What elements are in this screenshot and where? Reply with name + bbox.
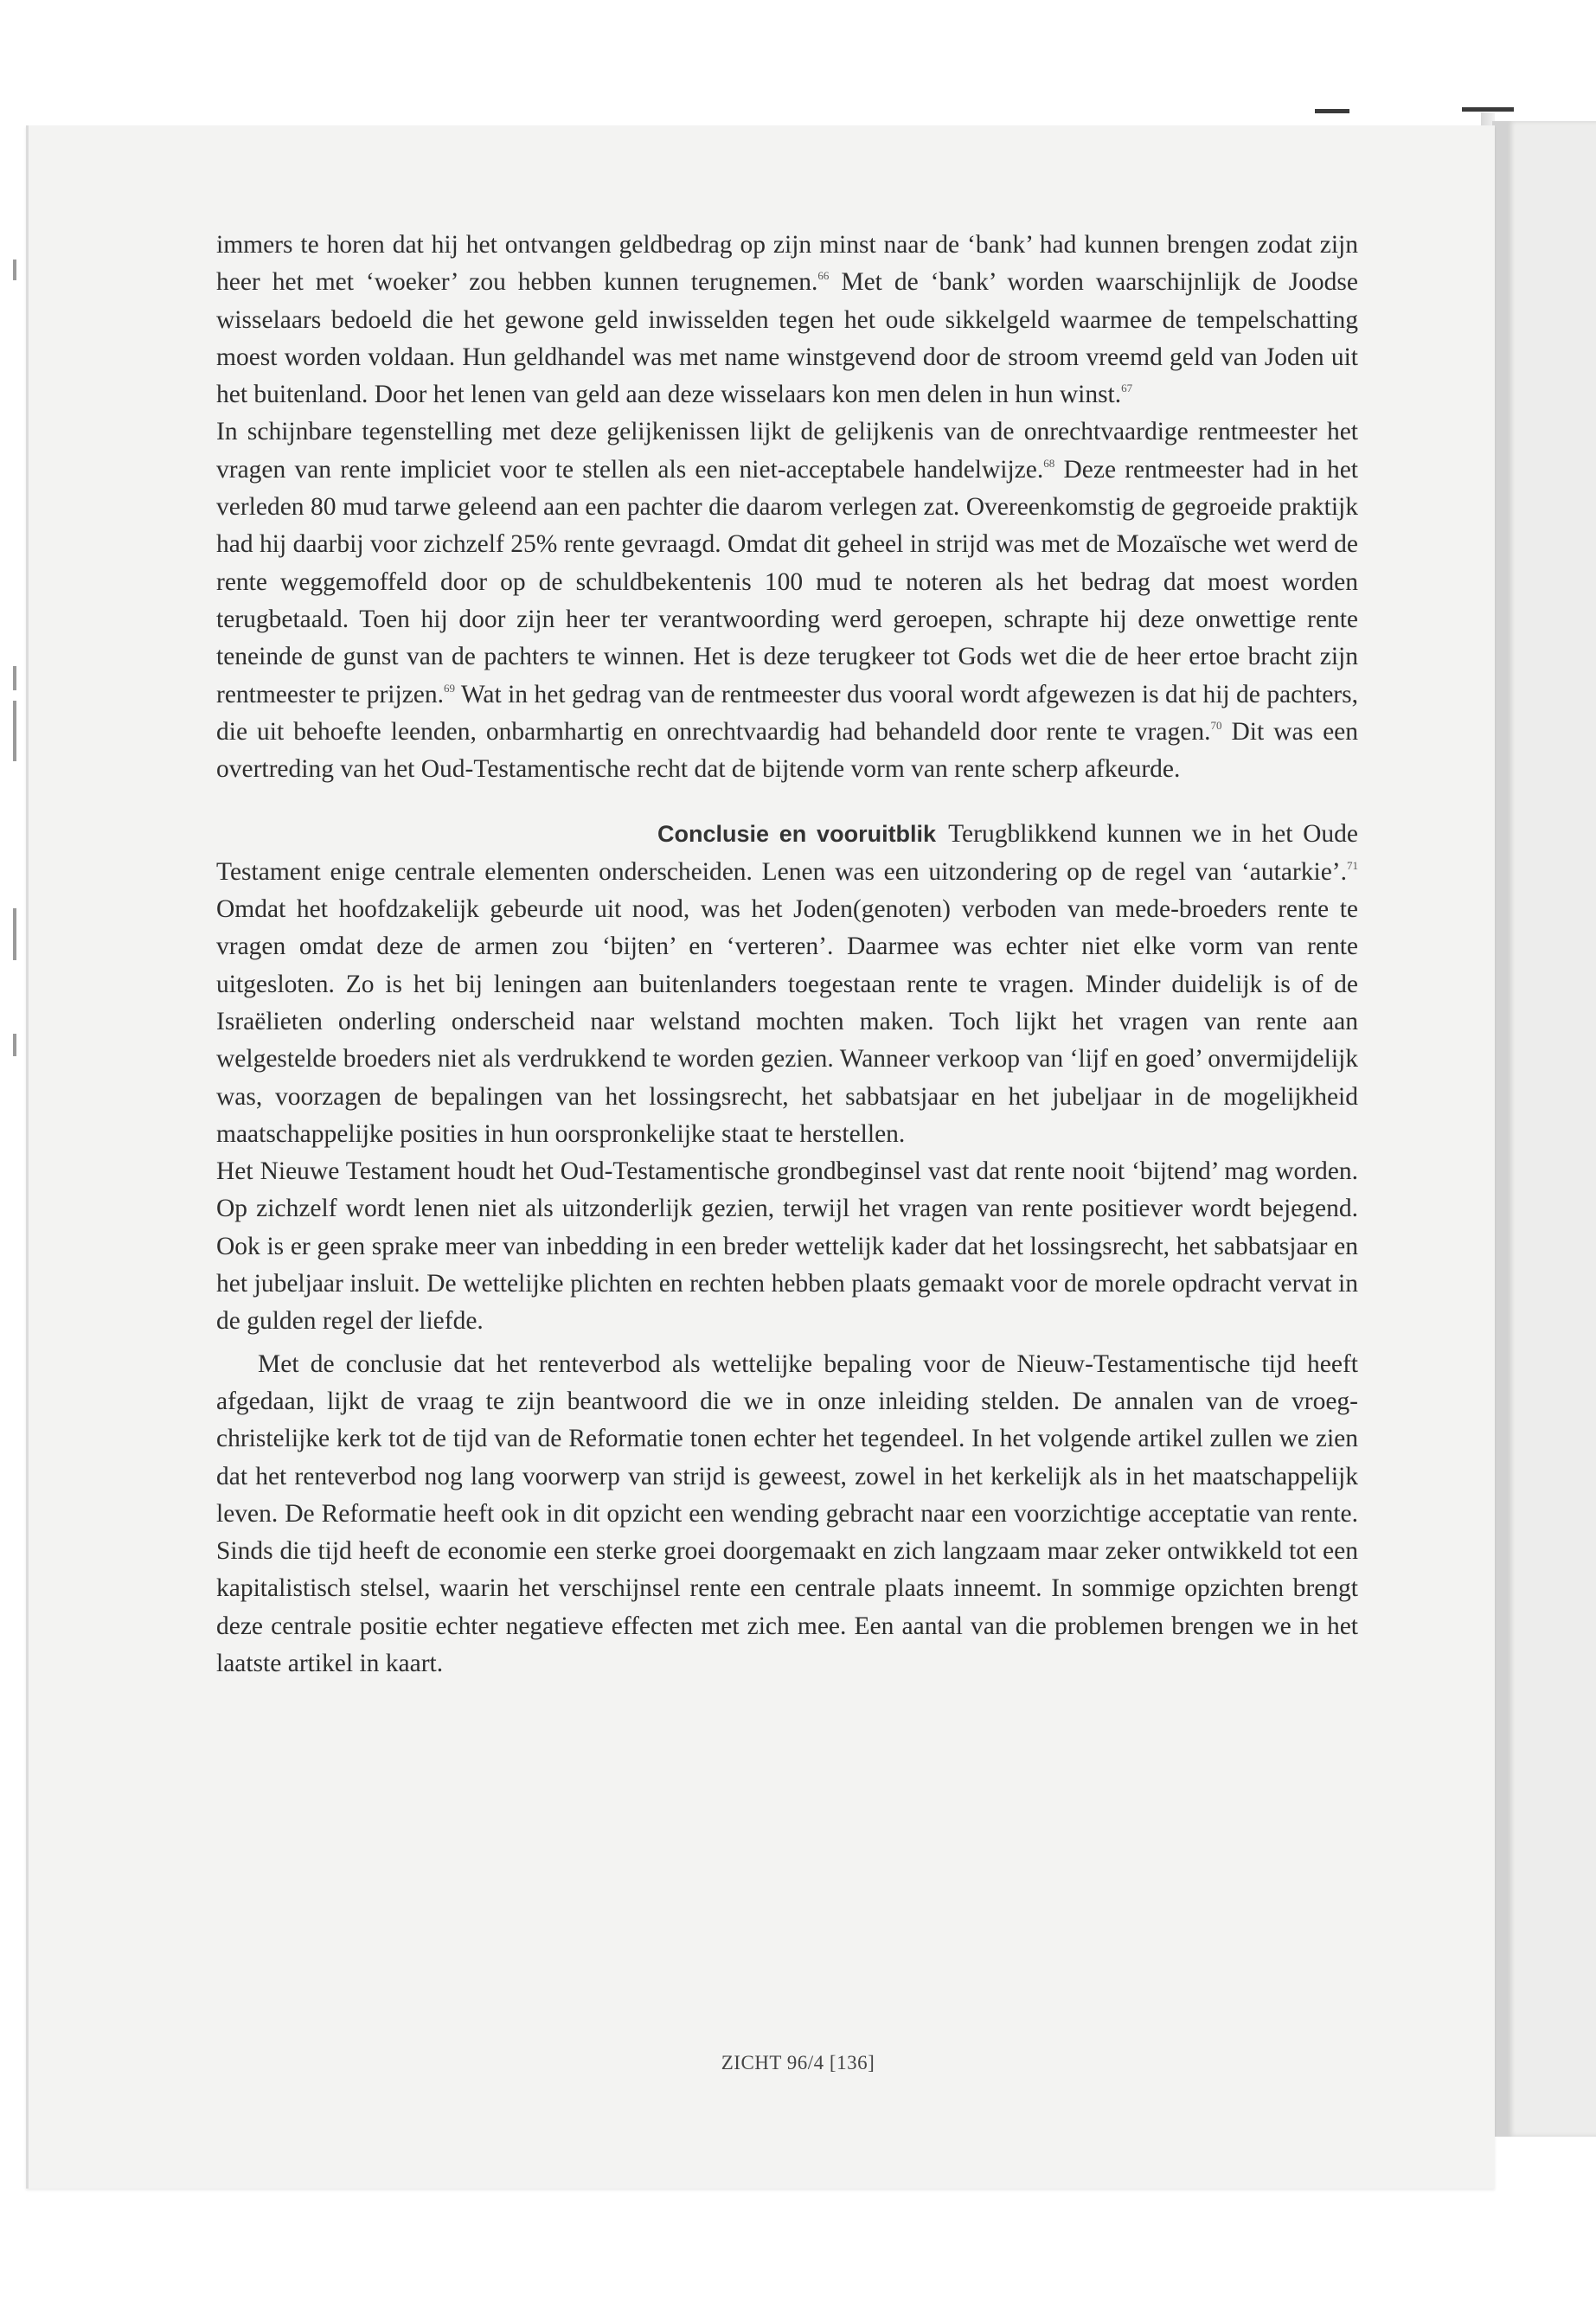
text-run: In schijnbare tegenstelling met deze gelijkenissen lijkt de gelijkenis van de onrechtvaardige rentmeester het vragen van rente impliciet voor te stellen als een niet-acceptabele handelwijze. bbox=[216, 418, 1358, 484]
article-body bbox=[216, 227, 1358, 1682]
paragraph bbox=[216, 413, 1358, 788]
footnote-ref: 66 bbox=[817, 269, 830, 283]
corner-mark bbox=[1462, 107, 1514, 112]
footnote-ref: 68 bbox=[1043, 456, 1055, 470]
paragraph bbox=[216, 1346, 1358, 1683]
footnote-ref: 67 bbox=[1121, 381, 1133, 395]
footnote-ref: 69 bbox=[444, 681, 456, 695]
text-run: Wat in het gedrag van de rentmeester dus vooral wordt afgewezen is dat hij de pachters, die uit behoefte leenden, onbarmhartig en onrechtvaardig had behandeld door rente te vragen. bbox=[216, 680, 1358, 746]
text-run: Dit was een overtreding van het Oud-Testamentische recht dat de bijtende vorm van rente scherp afkeurde. bbox=[216, 717, 1359, 784]
text-run: Met de conclusie dat het renteverbod als wettelijke bepaling voor de Nieuw-Testamentische tijd heeft afgedaan, lijkt de vraag te zijn beantwoord die we in onze inleiding stelden. De annalen van de vroeg-christelijke kerk tot de tijd van de Reformatie tonen echter het tegendeel. In het volgende artikel zullen we zien dat het renteverbod nog lang voorwerp van strijd is geweest, zowel in het kerkelijk als in het maatschappelijk leven. De Reformatie heeft ook in dit opzicht een wending gebracht naar een voorzichtige acceptatie van rente. Sinds die tijd heeft de economie een sterke groei doorgemaakt en zich langzaam maar zeker ontwikkeld tot een kapitalistisch stelsel, waarin het verschijnsel rente een centrale plaats inneemt. In sommige opzichten brengt deze centrale positie echter negatieve effecten met zich mee. Een aantal van die problemen brengen we in het laatste artikel in kaart. bbox=[216, 1349, 1358, 1677]
text-run: Deze rentmeester had in het verleden 80 mud tarwe geleend aan een pachter die daarom verlegen zat. Overeenkomstig de gegroeide praktijk had hij daarbij voor zichzelf 25% rente gevraagd. Omdat dit geheel in strijd was met de Mozaïsche wet werd de rente weggemoffeld door op de schuldbekentenis 100 mud te noteren als het bedrag dat moest worden terugbetaald. Toen hij door zijn heer ter verantwoording werd geroepen, schrapte hij deze onwettige rente teneinde de gunst van de pachters te winnen. Het is deze terugkeer tot Gods wet die de heer ertoe bracht zijn rentmeester te prijzen. bbox=[216, 455, 1358, 708]
paragraph bbox=[216, 227, 1358, 413]
section-heading: Conclusie en vooruitblik bbox=[657, 821, 937, 848]
facing-page-edge bbox=[1492, 121, 1596, 2137]
text-run: Met de ‘bank’ worden waarschijnlijk de Joodse wisselaars bedoeld die het gewone geld inwisselden tegen het oude sikkelgeld waarmee de tempelschatting moest worden voldaan. Hun geldhandel was met name winstgevend door de stroom vreemd geld van Joden uit het buitenland. Door het lenen van geld aan deze wisselaars kon men delen in hun winst. bbox=[216, 268, 1358, 409]
corner-mark bbox=[1315, 109, 1349, 113]
text-run: Omdat het hoofdzakelijk gebeurde uit nood, was het Joden(genoten) verboden van mede-broeders rente te vragen omdat deze de armen zou ‘bijten’ en ‘verteren’. Daarmee was echter niet elke vorm van rente uitgesloten. Zo is het bij leningen aan buitenlanders toegestaan rente te vragen. Minder duidelijk is of de Israëlieten onderling onderscheid naar welstand mochten maken. Toch lijkt het vragen van rente aan welgestelde broeders niet als verdrukkend te worden gezien. Wanneer verkoop van ‘lijf en goed’ onvermijdelijk was, voorzagen de bepalingen van het lossingsrecht, het sabbatsjaar en het jubeljaar in de mogelijkheid maatschappelijke posities in hun oorspronkelijke staat te herstellen. bbox=[216, 895, 1358, 1148]
margin-mark bbox=[13, 1034, 16, 1056]
margin-mark bbox=[13, 908, 16, 960]
page-folio: ZICHT 96/4 [136] bbox=[721, 2052, 875, 2073]
text-run: Terugblikkend kunnen we in het Oude Testament enige centrale elementen onderscheiden. Lenen was een uitzondering op de regel van ‘autarkie’. bbox=[216, 820, 1358, 886]
text-run: immers te horen dat hij het ontvangen geldbedrag op zijn minst naar de ‘bank’ had kunnen brengen zodat zijn heer het met ‘woeker’ zou hebben kunnen terugnemen. bbox=[216, 231, 1358, 297]
paragraph bbox=[216, 1153, 1358, 1340]
margin-mark bbox=[13, 701, 16, 761]
footnote-ref: 70 bbox=[1210, 718, 1222, 732]
text-run: Het Nieuwe Testament houdt het Oud-Testamentische grondbeginsel vast dat rente nooit ‘bijtend’ mag worden. Op zichzelf wordt lenen niet als uitzonderlijk gezien, terwijl het vragen van rente positiever wordt bejegend. Ook is er geen sprake meer van inbedding in een breder wettelijk kader dat het lossingsrecht, het sabbatsjaar en het jubeljaar insluit. De wettelijke plichten en rechten hebben plaats gemaakt voor de morele opdracht vervat in de gulden regel der liefde. bbox=[216, 1157, 1358, 1336]
footnote-ref: 71 bbox=[1347, 858, 1358, 872]
margin-mark bbox=[13, 666, 16, 690]
paragraph bbox=[216, 816, 1358, 1153]
margin-mark bbox=[13, 260, 16, 280]
